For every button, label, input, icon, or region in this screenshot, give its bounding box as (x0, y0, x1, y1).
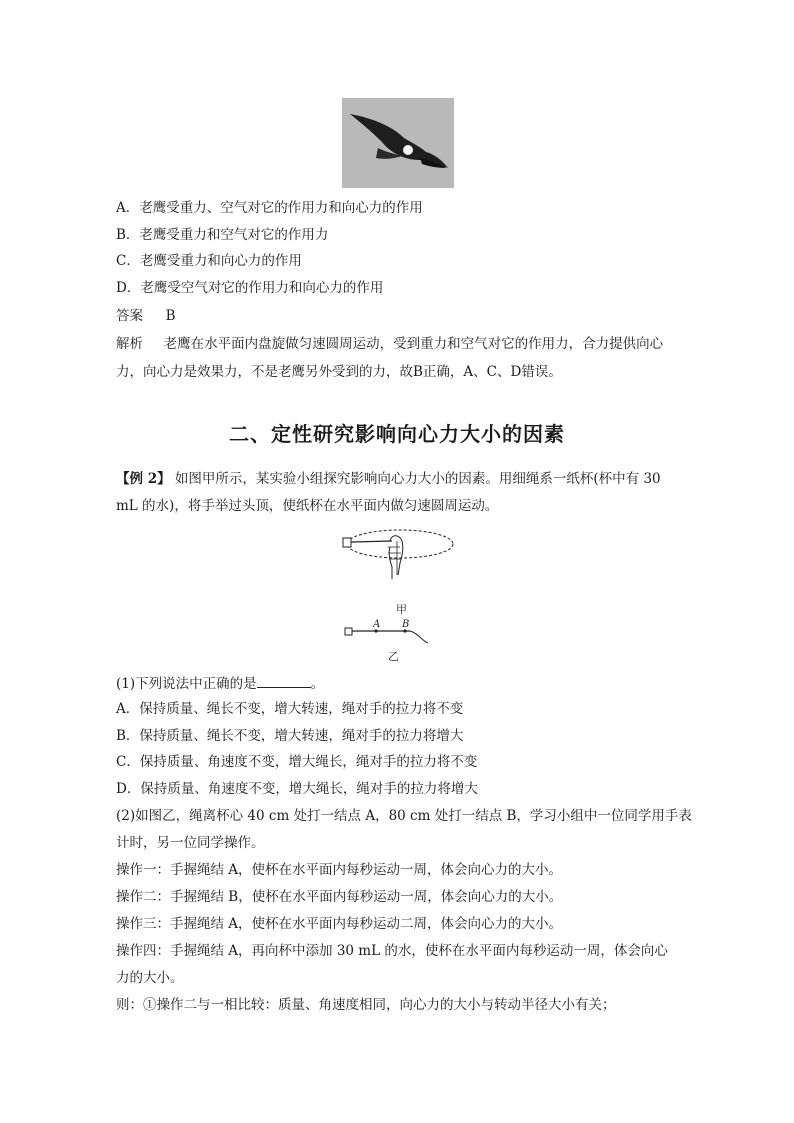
operation-4-line-1: 操作四：手握绳结 A，再向杯中添加 30 mL 的水，使杯在水平面内每秒运动一周，体会向心 (116, 943, 668, 959)
q1-prompt: (1)下列说法中正确的是 (116, 676, 257, 692)
answer-line (116, 306, 686, 326)
point-a-label: A (373, 619, 381, 630)
conclusion-1: 则：①操作二与一相比较：质量、角速度相同，向心力的大小与转动半径大小有关； (116, 997, 616, 1013)
example2-intro-1 (116, 469, 686, 489)
q2-line-2: 计时，另一位同学操作。 (116, 835, 265, 851)
answer-value: B (165, 308, 176, 324)
option-c: C．老鹰受重力和向心力的作用 (116, 253, 302, 269)
analysis-text-1: 老鹰在水平面内盘旋做匀速圆周运动，受到重力和空气对它的作用力，合力提供向心 (163, 336, 664, 352)
analysis-line-2: 力，向心力是效果力，不是老鹰另外受到的力，故B正确，A、C、D错误。 (116, 364, 562, 380)
q1-option-d: D．保持质量、角速度不变，增大绳长，绳对手的拉力将增大 (116, 781, 478, 797)
answer-blank (257, 673, 311, 688)
experiment-figure (330, 523, 470, 668)
example-tag: 【例 2】 (116, 471, 171, 487)
option-a: A．老鹰受重力、空气对它的作用力和向心力的作用 (116, 200, 423, 216)
cup-rope-diagram (330, 523, 470, 668)
option-b: B．老鹰受重力和空气对它的作用力 (116, 227, 329, 243)
option-d: D．老鹰受空气对它的作用力和向心力的作用 (116, 280, 384, 296)
operation-4-line-2: 力的大小。 (116, 970, 184, 986)
eagle-photo (342, 98, 454, 188)
example2-intro-2: mL 的水)，将手举过头顶，使纸杯在水平面内做匀速圆周运动。 (116, 498, 499, 514)
q1-prompt-line (116, 673, 686, 694)
q1-option-c: C．保持质量、角速度不变，增大绳长，绳对手的拉力将不变 (116, 754, 478, 770)
analysis-label: 解析 (116, 336, 143, 352)
analysis-line-1 (116, 334, 686, 354)
q2-line-1: (2)如图乙，绳离杯心 40 cm 处打一结点 A，80 cm 处打一结点 B，学习小组中一位同学用手表 (116, 808, 692, 824)
example2-intro-text-1: 如图甲所示，某实验小组探究影响向心力大小的因素。用细绳系一纸杯(杯中有 30 (174, 471, 661, 487)
operation-1: 操作一：手握绳结 A，使杯在水平面内每秒运动一周，体会向心力的大小。 (116, 862, 563, 878)
q1-prompt-end: 。 (310, 676, 325, 692)
operation-2: 操作二：手握绳结 B，使杯在水平面内每秒运动一周，体会向心力的大小。 (116, 889, 563, 905)
operation-3: 操作三：手握绳结 A，使杯在水平面内每秒运动二周，体会向心力的大小。 (116, 916, 563, 932)
section-title: 二、定性研究影响向心力大小的因素 (229, 422, 565, 446)
point-b-label: B (402, 619, 410, 630)
answer-label: 答案 (116, 308, 143, 324)
eagle-icon (342, 98, 454, 188)
figure-label-jia: 甲 (396, 603, 407, 616)
q1-option-a: A．保持质量、绳长不变，增大转速，绳对手的拉力将不变 (116, 701, 464, 717)
q1-option-b: B．保持质量、绳长不变，增大转速，绳对手的拉力将增大 (116, 728, 464, 744)
figure-label-yi: 乙 (388, 650, 399, 663)
